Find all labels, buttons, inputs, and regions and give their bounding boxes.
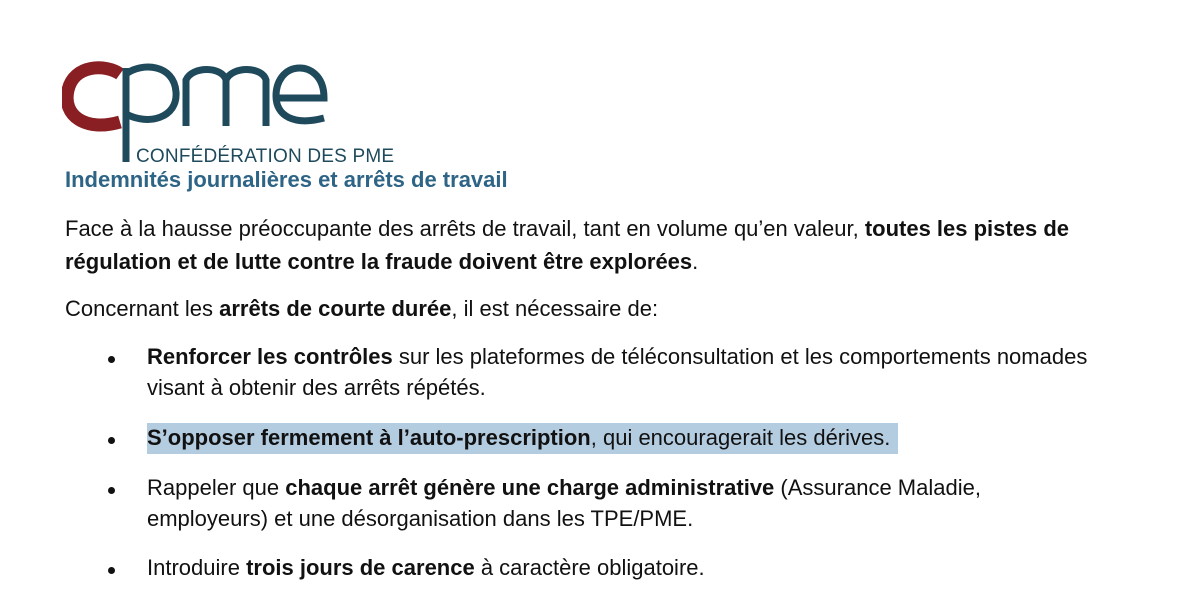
lead-end: , il est nécessaire de: [451,296,659,321]
text-highlight [147,423,898,454]
section-title: Indemnités journalières et arrêts de travail [65,167,508,192]
lead-bold: arrêts de courte durée [219,296,452,321]
intro-bold: toutes les pistes de régulation et de lutte contre la fraude doivent être explorées [65,216,1069,274]
intro-text: Face à la hausse préoccupante des arrêts de travail, tant en volume qu’en valeur, [65,216,865,241]
bullet-dot-icon [108,437,115,444]
lead-text: Concernant les [65,296,220,321]
bullet-bold: chaque arrêt génère une charge administrative [285,475,775,500]
bullet-dot-icon [108,487,115,494]
intro-end: . [692,249,699,274]
bullet-dot-icon [108,356,115,363]
bullet-rest: (Assurance Maladie, employeurs) et une désorganisation dans les TPE/PME. [147,475,981,531]
bullet-rest: sur les plateformes de téléconsultation et les comportements nomades visant à obtenir des arrêts répétés. [147,344,1088,400]
bullet-text [147,341,1107,403]
bullet-bold: S’opposer fermement à l’auto-prescription [147,425,591,450]
bullet-pre: Introduire [147,555,247,580]
bullet-rest: , qui encouragerait les dérives. [590,425,891,450]
logo-subtitle: CONFÉDÉRATION DES PME [136,146,395,167]
bullet-text [147,472,1107,534]
bullet-dot-icon [108,567,115,574]
bullet-text [147,552,1107,583]
bullet-bold: trois jours de carence [246,555,475,580]
bullet-bold: Renforcer les contrôles [147,344,393,369]
bullet-pre: Rappeler que [147,475,286,500]
bullet-text [147,422,1107,453]
bullet-rest: à caractère obligatoire. [474,555,705,580]
